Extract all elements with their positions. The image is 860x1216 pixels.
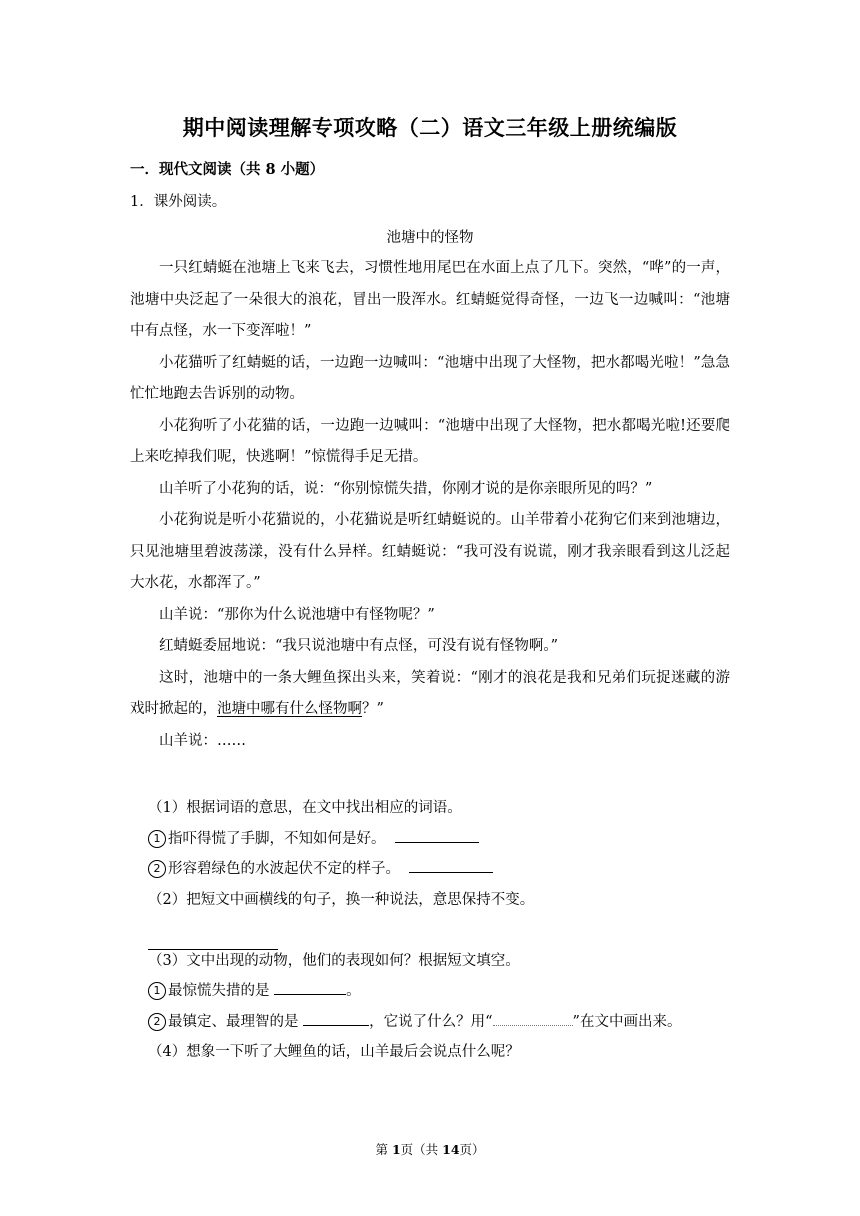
question-item: [130, 1007, 730, 1038]
passage-paragraph: [130, 663, 730, 726]
circled-number: 1: [148, 982, 166, 1000]
passage-paragraph: 小花狗听了小花猫的话，一边跑一边喊叫：“池塘中出现了大怪物，把水都喝光啦!还要爬上来吃掉我们呢，快逃啊！”惊慌得手足无措。: [130, 417, 730, 465]
passage-body: [130, 253, 730, 757]
section-heading: 一．现代文阅读（共 8 小题）: [130, 161, 325, 178]
passage-paragraph: 红蜻蜓委屈地说：“我只说池塘中有点怪，可没有说有怪物啊。”: [159, 638, 559, 654]
question-item-text: 最惊慌失措的是: [168, 983, 270, 999]
passage-paragraph: 山羊说：……: [159, 732, 246, 749]
question-item: [130, 976, 730, 1007]
question-item: [130, 854, 730, 885]
wavy-underline-sample: [493, 1010, 573, 1026]
total-pages: 14: [442, 1142, 460, 1157]
question-item-text: 形容碧绿色的水波起伏不定的样子。: [168, 861, 400, 877]
answer-blank[interactable]: [395, 827, 479, 843]
question-item-text: ，它说了什么？用“: [369, 1013, 493, 1030]
questions-area: [130, 793, 730, 1068]
answer-blank[interactable]: [274, 979, 346, 995]
page-number: 1: [391, 1142, 401, 1157]
question-item: [130, 824, 730, 855]
question-label: （1）根据词语的意思，在文中找出相应的词语。: [148, 800, 462, 816]
answer-blank[interactable]: [303, 1010, 369, 1026]
question-label: （2）把短文中画横线的句子，换一种说法，意思保持不变。: [148, 891, 535, 908]
passage-title: 池塘中的怪物: [386, 230, 474, 246]
document-title: 期中阅读理解专项攻略（二）语文三年级上册统编版: [182, 115, 678, 140]
question-item-text: 指吓得慌了手脚，不知如何是好。: [168, 830, 386, 847]
passage-paragraph: 山羊说：“那你为什么说池塘中有怪物呢？”: [159, 606, 435, 623]
passage-paragraph: 小花狗说是听小花猫说的，小花猫说是听红蜻蜓说的。山羊带着小花狗它们来到池塘边，只见池塘里碧波荡漾，没有什么异样。红蜻蜓说：“我可没有说谎，刚才我亲眼看到这儿泛起大水花，水都浑了。”: [130, 512, 730, 591]
footer-text: 第: [375, 1142, 392, 1157]
answer-blank[interactable]: [409, 857, 493, 873]
circled-number: 1: [148, 830, 166, 848]
circled-number: 2: [148, 860, 166, 878]
question-item-text: 最镇定、最理智的是: [168, 1013, 299, 1030]
answer-line[interactable]: [148, 948, 278, 950]
question-item-text: ”在文中画出来。: [572, 1013, 682, 1030]
spacer: [130, 915, 730, 946]
passage-paragraph: 山羊听了小花狗的话，说：“你别惊慌失措，你刚才说的是你亲眼所见的吗？”: [159, 480, 653, 497]
footer-text: 页）: [459, 1142, 485, 1157]
circled-number: 2: [148, 1013, 166, 1031]
question-item-text: 。: [346, 983, 361, 999]
passage-paragraph: 小花猫听了红蜻蜓的话，一边跑一边喊叫：“池塘中出现了大怪物，把水都喝光啦！”急急忙忙地跑去告诉别的动物。: [130, 354, 730, 402]
passage-text: 这时，池塘中的一条大鲤鱼探出头来，笑着说：“刚才的浪花是我和兄弟们玩捉迷藏的游戏时掀起的，: [130, 669, 730, 717]
footer-text: 页（共: [400, 1142, 443, 1157]
passage-text: ？”: [362, 701, 384, 717]
question-label: （3）文中出现的动物，他们的表现如何？根据短文填空。: [148, 952, 520, 969]
passage-paragraph: 一只红蜻蜓在池塘上飞来飞去，习惯性地用尾巴在水面上点了几下。突然，“哗”的一声，池塘中央泛起了一朵很大的浪花，冒出一股浑水。红蜻蜓觉得奇怪，一边飞一边喊叫：“池塘中有点怪，水一下变浑啦！”: [130, 260, 730, 339]
question-intro: 1．课外阅读。: [130, 194, 227, 210]
page-footer: [0, 1140, 860, 1158]
question-label: （4）想象一下听了大鲤鱼的话，山羊最后会说点什么呢？: [148, 1044, 520, 1060]
underlined-sentence: 池塘中哪有什么怪物啊: [217, 701, 362, 717]
